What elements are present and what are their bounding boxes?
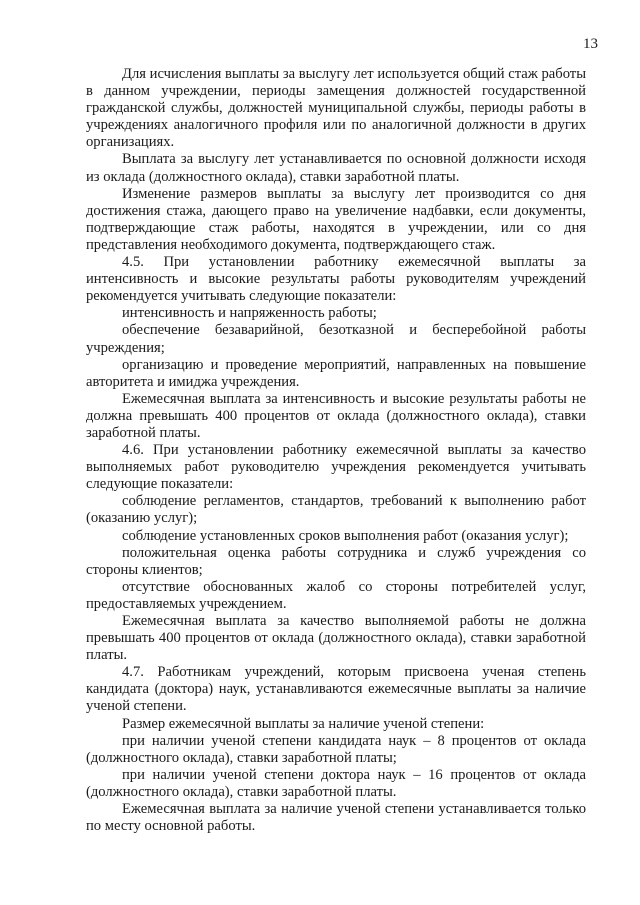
list-item-events: организацию и проведение мероприятий, направленных на повышение авторитета и имиджа учреждения. [86, 356, 586, 390]
page-number: 13 [583, 36, 598, 52]
body-text [86, 66, 586, 835]
paragraph-degree-amount: Размер ежемесячной выплаты за наличие ученой степени: [122, 715, 485, 732]
paragraph-seniority-change: Изменение размеров выплаты за выслугу лет производится со дня достижения стажа, дающего право на увеличение надбавки, если документы, подтверждающие стаж работы, находятся в учреждении, или со дня представления необходимого документа, подтверждающего стаж. [86, 185, 586, 253]
list-item-regulations: соблюдение регламентов, стандартов, требований к выполнению работ (оказанию услуг); [86, 493, 586, 527]
paragraph-seniority-basis: Выплата за выслугу лет устанавливается по основной должности исходя из оклада (должностного оклада), ставки заработной платы. [86, 151, 586, 185]
list-item-deadlines: соблюдение установленных сроков выполнения работ (оказания услуг); [122, 527, 569, 544]
list-item-uninterrupted-work: обеспечение безаварийной, безотказной и бесперебойной работы учреждения; [86, 322, 586, 356]
paragraph-quality-limit: Ежемесячная выплата за качество выполняемой работы не должна превышать 400 процентов от оклада (должностного оклада), ставки заработной платы. [86, 613, 586, 664]
list-item-intensity: интенсивность и напряженность работы; [122, 305, 377, 322]
paragraph-seniority-calculation: Для исчисления выплаты за выслугу лет используется общий стаж работы в данном учреждении, периоды замещения должностей государственной гражданской службы, должностей муниципальной службы, периоды работы в учреждениях аналогичного профиля или по аналогичной должности в других организациях. [86, 66, 586, 151]
paragraph-section-4-7: 4.7. Работникам учреждений, которым присвоена ученая степень кандидата (доктора) наук, устанавливаются ежемесячные выплаты за наличие ученой степени. [86, 664, 586, 715]
paragraph-intensity-limit: Ежемесячная выплата за интенсивность и высокие результаты работы не должна превышать 400 процентов от оклада (должностного оклада), ставки заработной платы. [86, 390, 586, 441]
list-item-client-evaluation: положительная оценка работы сотрудника и служб учреждения со стороны клиентов; [86, 544, 586, 578]
list-item-doctor-degree: при наличии ученой степени доктора наук – 16 процентов от оклада (должностного оклада), ставки заработной платы. [86, 766, 586, 800]
list-item-no-complaints: отсутствие обоснованных жалоб со стороны потребителей услуг, предоставляемых учреждением. [86, 578, 586, 612]
paragraph-section-4-5: 4.5. При установлении работнику ежемесячной выплаты за интенсивность и высокие результаты работы руководителям учреждений рекомендуется учитывать следующие показатели: [86, 254, 586, 305]
paragraph-section-4-6: 4.6. При установлении работнику ежемесячной выплаты за качество выполняемых работ руководителю учреждения рекомендуется учитывать следующие показатели: [86, 442, 586, 493]
list-item-candidate-degree: при наличии ученой степени кандидата наук – 8 процентов от оклада (должностного оклада), ставки заработной платы; [86, 732, 586, 766]
paragraph-degree-main-job: Ежемесячная выплата за наличие ученой степени устанавливается только по месту основной работы. [86, 801, 586, 835]
